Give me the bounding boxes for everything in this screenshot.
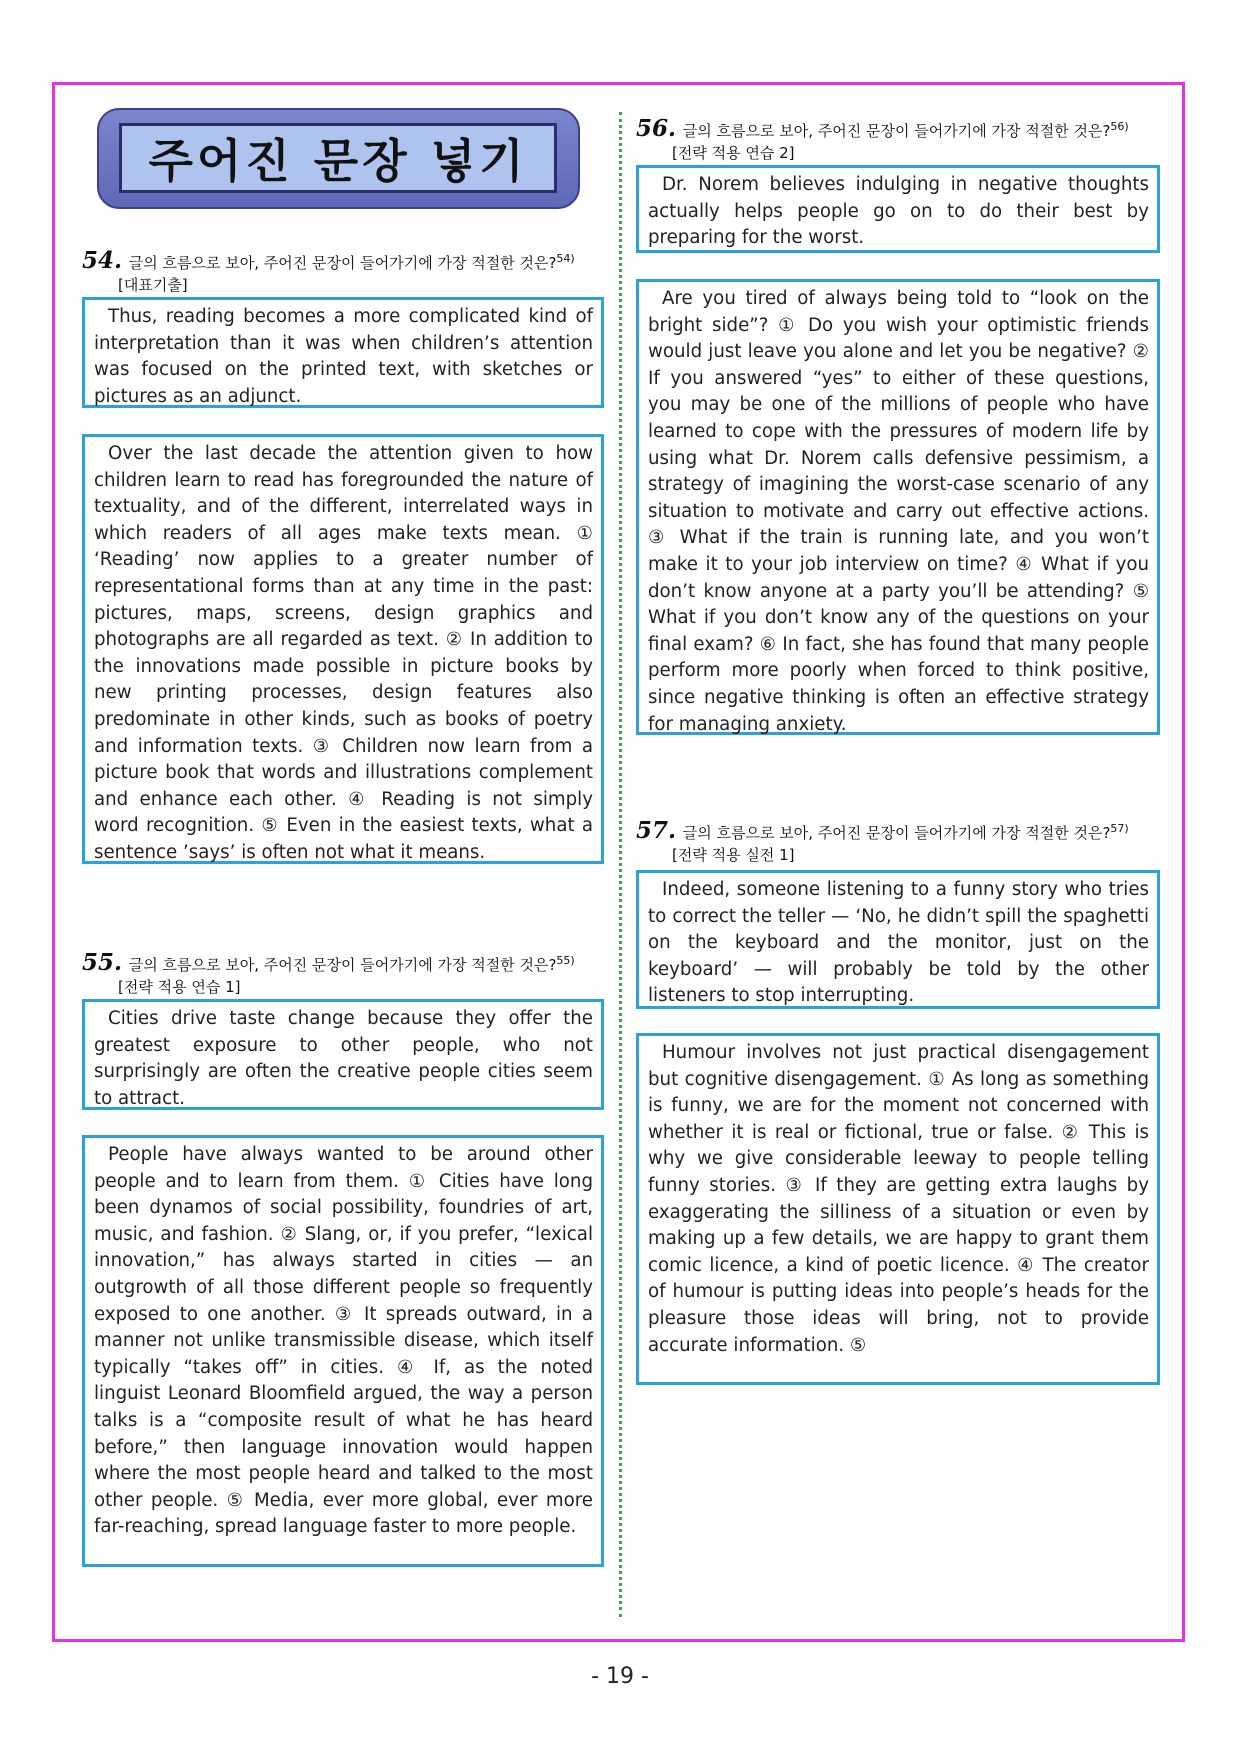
footnote-ref: 57): [1110, 822, 1129, 835]
passage-text: Humour involves not just practical disengagement but cognitive disengagement. ① As long as something is funny, we are for the moment not concerned with whether it is real or fictional, true or false. ② This is why we give considerable leeway to people telling funny stories. ③ If they are getting extra laughs by exaggerating the silliness of a situation or even by making up a few details, we are happy to grant them comic licence, a kind of poetic licence. ④ The creator of humour is putting ideas into people’s heads for the pleasure those ideas will bring, not to provide accurate information. ⑤: [648, 1042, 1149, 1356]
question-number: 55.: [82, 949, 123, 976]
question-tag: [대표기출]: [118, 276, 188, 294]
question-number: 56.: [636, 115, 677, 142]
question-prompt: 글의 흐름으로 보아, 주어진 문장이 들어가기에 가장 적절한 것은?: [682, 122, 1111, 140]
passage-box-55: [82, 1135, 604, 1567]
passage-box-57: [636, 1033, 1160, 1385]
passage-text: People have always wanted to be around other people and to learn from them. ① Cities have long been dynamos of social possibility, foundries of art, music, and fashion. ② Slang, or, if you prefer, “lexical innovation,” has always started in cities — an outgrowth of all those different people so frequently exposed to one another. ③ It spreads outward, in a manner not unlike transmissible disease, which itself typically “takes off” in cities. ④ If, as the noted linguist Leonard Bloomfield argued, the way a person talks is a “composite result of what he has heard before,” then language innovation would happen where the most people heard and talked to the most other people. ⑤ Media, ever more global, ever more far-reaching, spread language faster to more people.: [94, 1144, 593, 1538]
given-sentence: Indeed, someone listening to a funny story who tries to correct the teller — ‘No, he didn’t spill the spaghetti on the keyboard and the monitor, just on the keyboard’ — will probably be told by the other listeners to stop interrupting.: [648, 879, 1149, 1007]
given-sentence-box-54: [82, 297, 604, 408]
question-54-header: [82, 248, 604, 296]
title-banner-inner: [119, 123, 557, 193]
question-55-header: [82, 950, 604, 998]
page-number: - 19 -: [591, 1664, 649, 1689]
passage-box-54: [82, 434, 604, 864]
question-57-header: [636, 818, 1160, 866]
question-tag: [전략 적용 연습 2]: [672, 144, 795, 162]
footnote-ref: 56): [1110, 120, 1129, 133]
page-title: 주어진 문장 넣기: [148, 134, 528, 188]
given-sentence-box-55: [82, 999, 604, 1110]
question-prompt: 글의 흐름으로 보아, 주어진 문장이 들어가기에 가장 적절한 것은?: [682, 824, 1111, 842]
passage-text: Are you tired of always being told to “look on the bright side”? ① Do you wish your optimistic friends would just leave you alone and let you be negative? ② If you answered “yes” to either of these questions, you may be one of the millions of people who have learned to cope with the pressures of modern life by using what Dr. Norem calls defensive pessimism, a strategy of imagining the worst-case scenario of any situation to motivate and carry out effective actions. ③ What if the train is running late, and you won’t make it to your job interview on time? ④ What if you don’t know anyone at a party you’ll be attending? ⑤ What if you don’t know any of the questions on your final exam? ⑥ In fact, she has found that many people perform more poorly when forced to think positive, since negative thinking is often an effective strategy for managing anxiety.: [648, 288, 1149, 735]
given-sentence: Thus, reading becomes a more complicated kind of interpretation than it was when children’s attention was focused on the printed text, with sketches or pictures as an adjunct.: [94, 306, 593, 407]
question-prompt: 글의 흐름으로 보아, 주어진 문장이 들어가기에 가장 적절한 것은?: [128, 956, 557, 974]
footnote-ref: 54): [556, 252, 575, 265]
question-number: 54.: [82, 247, 123, 274]
question-tag: [전략 적용 실전 1]: [672, 846, 795, 864]
question-tag: [전략 적용 연습 1]: [118, 978, 241, 996]
footnote-ref: 55): [556, 954, 575, 967]
question-number: 57.: [636, 817, 677, 844]
question-prompt: 글의 흐름으로 보아, 주어진 문장이 들어가기에 가장 적절한 것은?: [128, 254, 557, 272]
passage-text: Over the last decade the attention given to how children learn to read has foregrounded the nature of textuality, and of the different, interrelated ways in which readers of all ages make texts mean. ① ‘Reading’ now applies to a greater number of representational forms than at any time in the past: pictures, maps, screens, design graphics and photographs are all regarded as text. ② In addition to the innovations made possible in picture books by new printing processes, design features also predominate in other kinds, such as books of poetry and information texts. ③ Children now learn from a picture book that words and illustrations complement and enhance each other. ④ Reading is not simply word recognition. ⑤ Even in the easiest texts, what a sentence ’says’ is often not what it means.: [94, 443, 593, 863]
given-sentence: Cities drive taste change because they offer the greatest exposure to other people, who not surprisingly are often the creative people cities seem to attract.: [94, 1008, 593, 1109]
passage-box-56: [636, 279, 1160, 735]
given-sentence: Dr. Norem believes indulging in negative thoughts actually helps people go on to do their best by preparing for the worst.: [648, 174, 1149, 249]
column-divider: [619, 112, 622, 1617]
given-sentence-box-57: [636, 870, 1160, 1009]
given-sentence-box-56: [636, 165, 1160, 253]
question-56-header: [636, 116, 1160, 164]
